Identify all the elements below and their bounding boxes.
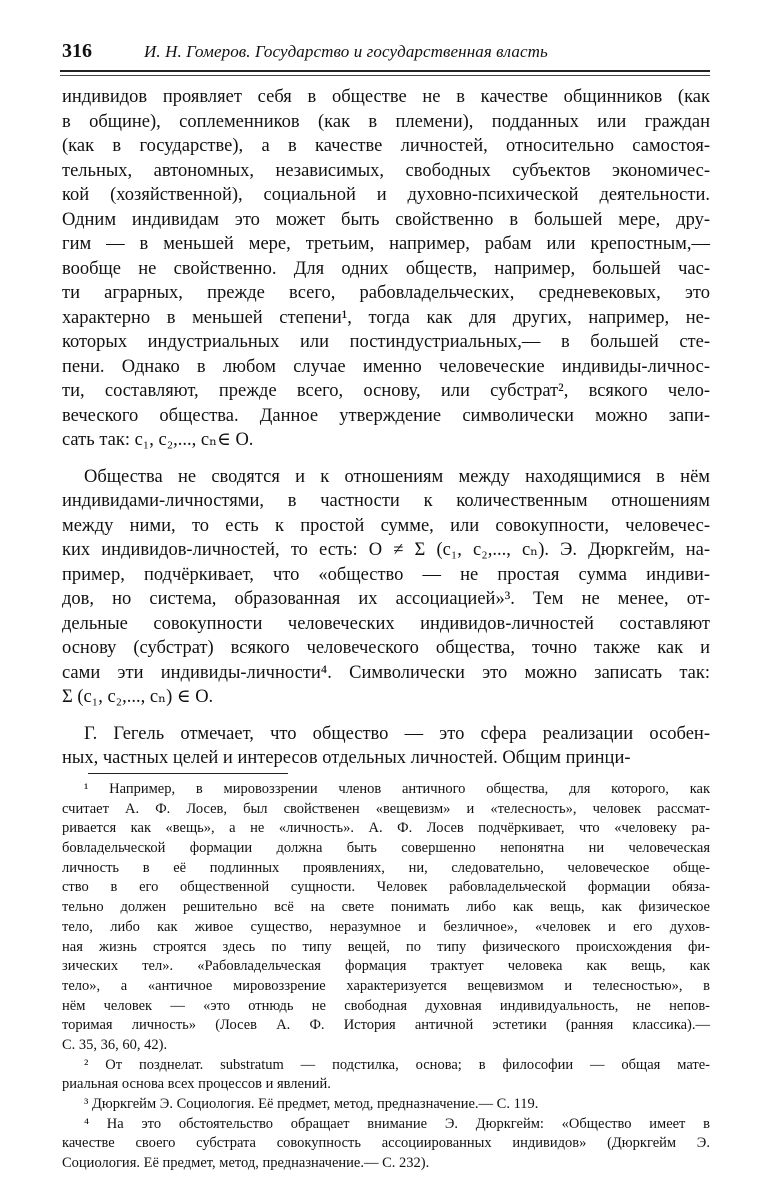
footnote-line: ная жизнь строятся здесь по типу вещей, по типу физического происхождения фи- [62, 938, 710, 955]
footnote-line: качестве своего субстрата совокупность ассоциированных индивидов» (Дюркгейм Э. [62, 1135, 710, 1152]
text-line: Одним индивидам это может быть свойственно в большей мере, дру- [62, 209, 710, 230]
text-line: Σ (c₁, c₂,..., cₙ) ∈ O. [62, 687, 214, 707]
text-line: между ними, то есть к простой сумме, или совокупности, человечес- [62, 515, 710, 536]
text-line: характерно в меньшей степени¹, тогда как для других, например, не- [62, 307, 710, 328]
text-line: гим — в меньшей мере, третьим, например, рабам или крепостным,— [62, 234, 710, 254]
header-rule-thick [60, 70, 710, 72]
footnote-separator [88, 773, 288, 774]
footnote-line: ² От позднелат. substratum — подстилка, основа; в философии — общая мате- [84, 1056, 710, 1073]
main-text [62, 85, 710, 771]
text-line: в общине), соплеменников (как в племени), подданных или граждан [62, 111, 710, 132]
text-line: (как в государстве), а в качестве личностей, относительно самостоя- [62, 136, 710, 156]
text-line: дов, но система, образованная их ассоциацией»³. Тем не менее, от- [62, 589, 710, 609]
paragraph [62, 722, 710, 771]
footnote-line: считает А. Ф. Лосев, был свойственен «вещевизм» и «телесность», человек рассмат- [62, 800, 710, 817]
text-line: сами эти индивиды-личности⁴. Символически это можно записать так: [62, 662, 710, 683]
text-line: ных, частных целей и интересов отдельных личностей. Общим принци- [62, 748, 631, 768]
text-line: вообще не свойственно. Для одних обществ, например, большей час- [62, 258, 710, 279]
text-line: сать так: c₁, c₂,..., cₙ∈ O. [62, 430, 254, 450]
footnote-line: ривается как «вещь», а не «личность». А. Ф. Лосев подчёркивает, что «человеку ра- [62, 820, 710, 837]
text-line: Г. Гегель отмечает, что общество — это сфера реализации особен- [84, 723, 710, 744]
text-line: пример, подчёркивает, что «общество — не простая сумма индиви- [62, 564, 710, 585]
text-line: которых индустриальных или постиндустриальных,— в большей сте- [62, 332, 710, 352]
footnote-line: тело», а «античное мировоззрение характеризуется вещевизмом и телесностью», в [62, 977, 710, 994]
footnote [62, 1056, 710, 1095]
paragraph [62, 85, 710, 453]
page-number: 316 [62, 40, 92, 62]
text-line: веческого общества. Данное утверждение символически можно запи- [62, 405, 710, 426]
text-line: пени. Однако в любом случае именно человеческие индивиды-личнос- [62, 356, 710, 377]
footnote-line: личность в её подлинных проявлениях, ни, следовательно, человеческое обще- [62, 859, 710, 876]
footnote-line: торимая личность» (Лосев А. Ф. История античной эстетики (ранняя классика).— [62, 1017, 710, 1034]
footnote [62, 1115, 710, 1174]
text-line: ти, составляют, прежде всего, основу, или субстрат², всякого чело- [62, 381, 710, 401]
text-line: тельных, автономных, независимых, свободных субъектов экономичес- [62, 160, 710, 181]
footnote-line: С. 35, 36, 60, 42). [62, 1036, 168, 1053]
footnote-line: Социология. Её предмет, метод, предназначение.— С. 232). [62, 1155, 430, 1172]
text-line: основу (субстрат) всякого человеческого общества, точно также как и [62, 638, 710, 658]
text-line: ти аграрных, прежде всего, рабовладельческих, средневековых, это [62, 283, 710, 303]
footnotes [62, 780, 710, 1174]
footnote [62, 780, 710, 1056]
footnote-line: ³ Дюркгейм Э. Социология. Её предмет, метод, предназначение.— С. 119. [84, 1096, 539, 1112]
footnote-line: риальная основа всех процессов и явлений. [62, 1076, 331, 1093]
footnote-line: бовладельческой формации должна быть совершенно непонятна ни человеческая [62, 840, 710, 857]
text-line: кой (хозяйственной), социальной и духовно-психической деятельности. [62, 185, 710, 205]
footnote-line: тельно должен решительно всё на свете понимать либо как вещь, как физическое [62, 899, 710, 916]
header-rule-thin [60, 75, 710, 76]
footnote-line: ство в его общественной сущности. Человек рабовладельческой формации обяза- [62, 879, 710, 896]
text-line: индивидами-личностями, в частности к количественным отношениям [62, 491, 710, 511]
footnote [62, 1095, 710, 1115]
footnote-line: зических тел». «Рабовладельческая формация трактует человека как вещь, как [62, 958, 710, 975]
text-line: дельные совокупности человеческих индивидов-личностей составляют [62, 613, 710, 634]
footnote-line: ¹ Например, в мировоззрении членов античного общества, для которого, как [84, 781, 710, 797]
footnote-line: нём человек — «это отнюдь не свободная духовная индивидуальность, не непов- [62, 997, 710, 1014]
text-line: ких индивидов-личностей, то есть: O ≠ Σ (c₁, c₂,..., cₙ). Э. Дюркгейм, на- [62, 540, 710, 560]
footnote-line: ⁴ На это обстоятельство обращает внимание Э. Дюркгейм: «Общество имеет в [84, 1115, 710, 1132]
page-header [62, 36, 710, 70]
running-title: И. Н. Гомеров. Государство и государственная власть [144, 42, 548, 61]
text-line: индивидов проявляет себя в обществе не в качестве общинников (как [62, 87, 710, 107]
text-line: Общества не сводятся и к отношениям между находящимися в нём [84, 466, 710, 487]
footnote-line: тело, либо как живое существо, неразумное и безличное», «человек и его духов- [62, 918, 710, 935]
paragraph [62, 465, 710, 710]
